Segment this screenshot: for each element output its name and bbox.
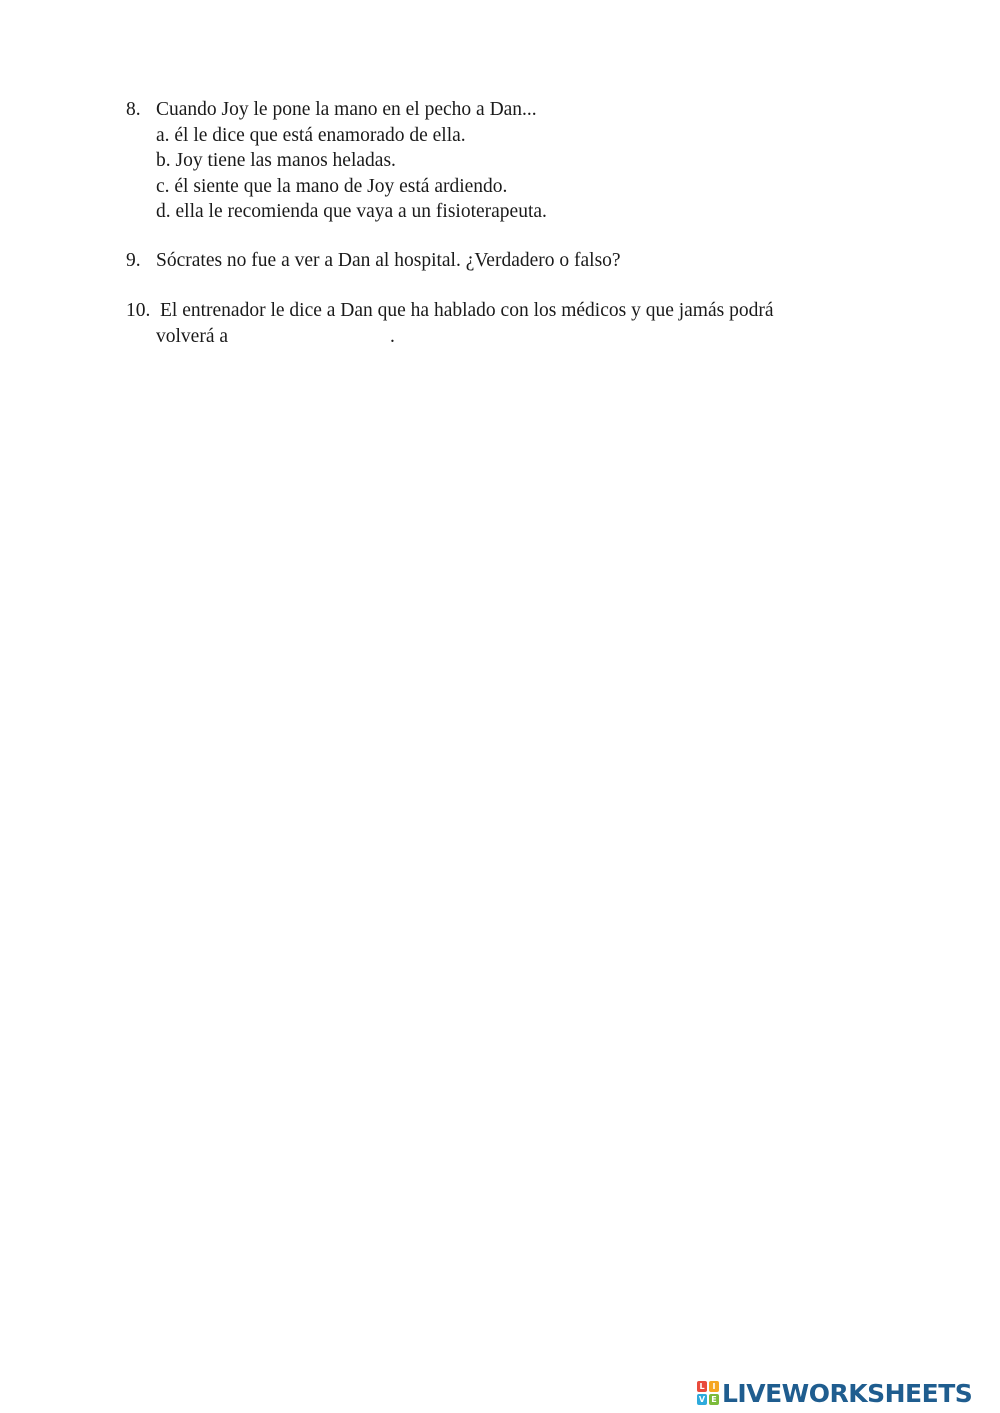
- question-number: 10.: [126, 300, 151, 321]
- option-d: d. ella le recomienda que vaya a un fisioterapeuta.: [156, 201, 547, 222]
- option-c: c. él siente que la mano de Joy está ardiendo.: [156, 175, 508, 197]
- logo-cell-l: L: [697, 1381, 707, 1392]
- logo-brand-text: LIVEWORKSHEETS: [722, 1378, 973, 1408]
- question-text-before-blank: volverá a: [156, 325, 229, 347]
- logo-grid-icon: [697, 1381, 719, 1405]
- question-text-after-blank: .: [390, 325, 395, 347]
- answer-blank-input[interactable]: [232, 325, 386, 349]
- question-text: El entrenador le dice a Dan que ha hablado con los médicos y que jamás podrá: [160, 300, 774, 321]
- question-text-line2: [156, 324, 395, 350]
- liveworksheets-logo: [697, 1378, 972, 1408]
- logo-cell-v: V: [698, 1395, 706, 1404]
- question-number: 8.: [126, 99, 141, 120]
- option-b: b. Joy tiene las manos heladas.: [156, 150, 396, 171]
- logo-cell-i: I: [709, 1381, 719, 1392]
- question-number: 9.: [126, 250, 141, 271]
- question-text: Sócrates no fue a ver a Dan al hospital. ¿Verdadero o falso?: [156, 250, 621, 271]
- option-a: a. él le dice que está enamorado de ella.: [156, 124, 466, 146]
- question-text: Cuando Joy le pone la mano en el pecho a Dan...: [156, 99, 537, 120]
- logo-cell-e: E: [709, 1394, 719, 1405]
